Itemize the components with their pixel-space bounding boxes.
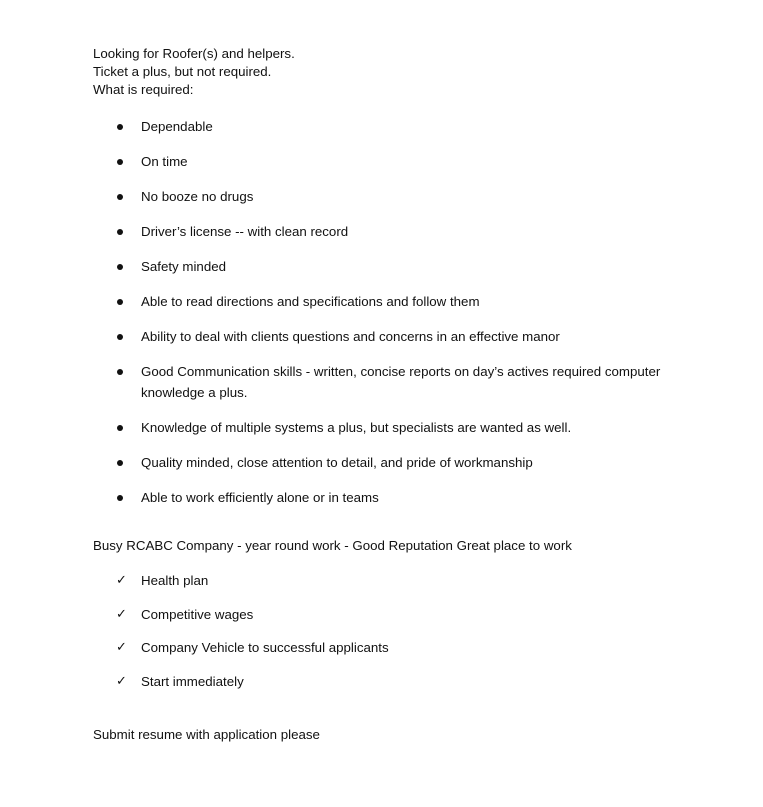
requirement-text: Safety minded bbox=[141, 259, 227, 274]
requirement-item bbox=[0, 291, 763, 312]
requirement-text: Good Communication skills - written, concise reports on day’s actives required computer knowledge a plus. bbox=[141, 364, 661, 400]
checkmark-icon: ✓ bbox=[116, 606, 127, 622]
bullet-icon bbox=[117, 334, 123, 340]
requirement-item bbox=[0, 151, 763, 172]
bullet-icon bbox=[117, 124, 123, 130]
requirements-list bbox=[0, 116, 763, 522]
bullet-icon bbox=[117, 229, 123, 235]
bullet-icon bbox=[117, 495, 123, 501]
requirement-item bbox=[0, 221, 763, 242]
benefit-item bbox=[0, 638, 763, 658]
checkmark-icon: ✓ bbox=[116, 673, 127, 689]
requirement-item bbox=[0, 487, 763, 508]
intro-block bbox=[93, 45, 295, 99]
bullet-icon bbox=[117, 264, 123, 270]
benefit-text: Company Vehicle to successful applicants bbox=[141, 640, 389, 655]
benefits-list bbox=[0, 571, 763, 705]
intro-line-roofers: Looking for Roofer(s) and helpers. bbox=[93, 46, 295, 61]
requirement-text: Knowledge of multiple systems a plus, but specialists are wanted as well. bbox=[141, 420, 572, 435]
requirement-text: On time bbox=[141, 154, 188, 169]
benefit-item bbox=[0, 571, 763, 591]
requirement-item bbox=[0, 417, 763, 438]
checkmark-icon: ✓ bbox=[116, 573, 127, 588]
benefit-text: Competitive wages bbox=[141, 606, 254, 622]
requirement-text: Dependable bbox=[141, 119, 213, 134]
requirement-text: Able to read directions and specifications and follow them bbox=[141, 294, 480, 309]
checkmark-icon: ✓ bbox=[116, 640, 127, 655]
requirement-text: No booze no drugs bbox=[141, 189, 254, 204]
closing-instruction: Submit resume with application please bbox=[93, 727, 320, 742]
bullet-icon bbox=[117, 460, 123, 466]
bullet-icon bbox=[117, 299, 123, 305]
benefit-text: Start immediately bbox=[141, 673, 244, 689]
requirement-text: Driver’s license -- with clean record bbox=[141, 224, 349, 239]
requirement-item bbox=[0, 186, 763, 207]
requirement-item bbox=[0, 116, 763, 137]
bullet-icon bbox=[117, 194, 123, 200]
requirement-item bbox=[0, 256, 763, 277]
intro-line-ticket: Ticket a plus, but not required. bbox=[93, 64, 272, 79]
requirement-item bbox=[0, 452, 763, 473]
bullet-icon bbox=[117, 369, 123, 375]
company-description: Busy RCABC Company - year round work - Good Reputation Great place to work bbox=[93, 538, 572, 553]
benefit-item bbox=[0, 605, 763, 625]
benefit-item bbox=[0, 672, 763, 692]
requirement-text: Quality minded, close attention to detail, and pride of workmanship bbox=[141, 455, 533, 470]
requirement-text: Ability to deal with clients questions and concerns in an effective manor bbox=[141, 329, 560, 344]
bullet-icon bbox=[117, 425, 123, 431]
benefit-text: Health plan bbox=[141, 573, 209, 588]
requirement-item bbox=[0, 361, 763, 403]
requirement-item bbox=[0, 326, 763, 347]
requirement-text: Able to work efficiently alone or in teams bbox=[141, 490, 379, 505]
bullet-icon bbox=[117, 159, 123, 165]
intro-line-required: What is required: bbox=[93, 82, 194, 97]
